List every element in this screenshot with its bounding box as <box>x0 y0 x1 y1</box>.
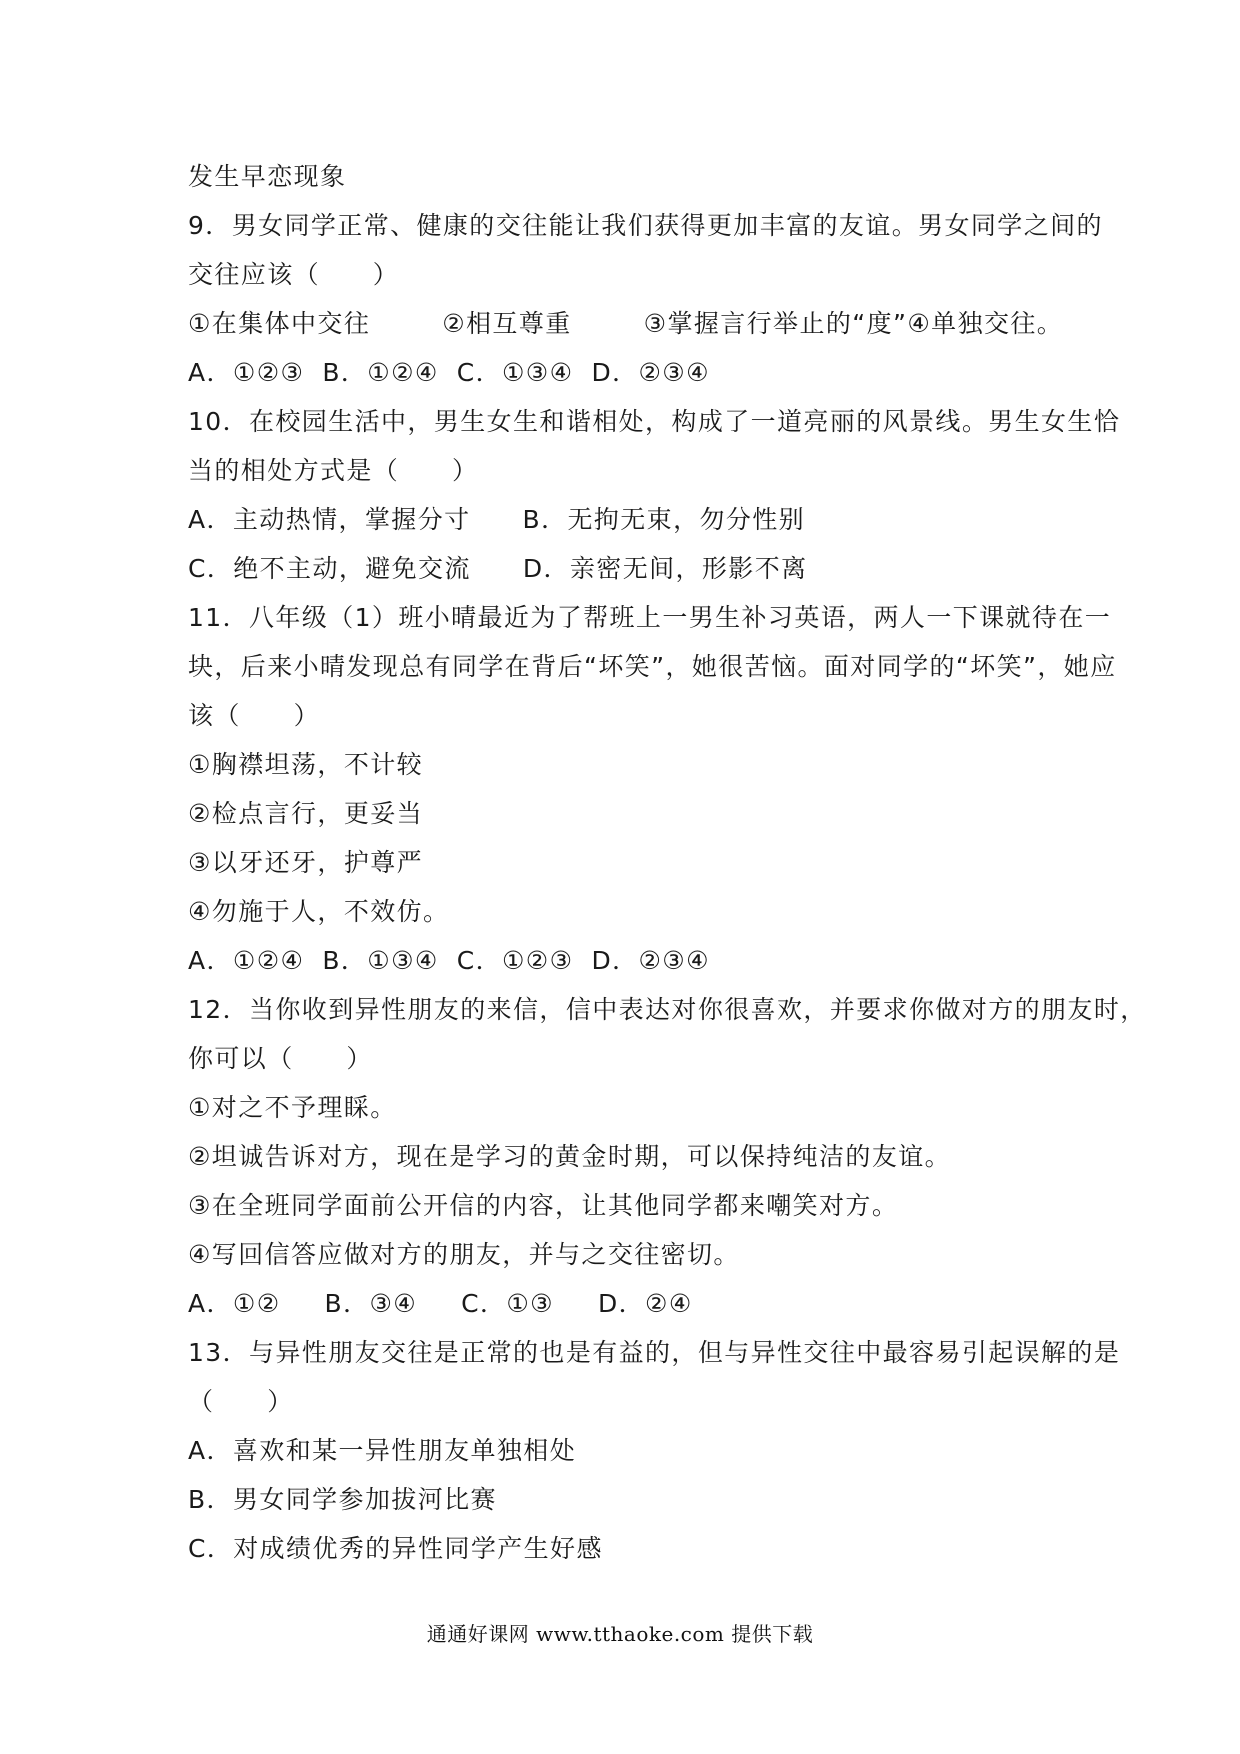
option-a: A．①② <box>188 1289 281 1318</box>
statement-2: ②检点言行，更妥当 <box>188 799 424 828</box>
option-c: C．绝不主动，避免交流 <box>188 554 471 583</box>
statement-1: ①对之不予理睬。 <box>188 1093 397 1122</box>
question-12-stem-cont: 你可以（ ） <box>188 1044 373 1073</box>
statement-3: ③在全班同学面前公开信的内容，让其他同学都来嘲笑对方。 <box>188 1191 899 1220</box>
question-10-options-ab <box>188 495 1068 544</box>
option-a: A．主动热情，掌握分寸 <box>188 505 471 534</box>
statement-4: ④勿施于人，不效仿。 <box>188 897 450 926</box>
statement-2: ②相互尊重 <box>442 309 572 338</box>
question-11-options <box>188 936 1068 985</box>
question-11-stem-end: 该（ ） <box>188 701 321 730</box>
option-c: C．对成绩优秀的异性同学产生好感 <box>188 1534 603 1563</box>
question-9-options <box>188 348 1068 397</box>
option-b: B．①③④ <box>322 946 439 975</box>
question-10-stem: 10．在校园生活中，男生女生和谐相处，构成了一道亮丽的风景线。男生女生恰 <box>188 407 1121 436</box>
question-9-stem-cont: 交往应该（ ） <box>188 260 400 289</box>
question-11-stem-cont: 块，后来小晴发现总有同学在背后“坏笑”，她很苦恼。面对同学的“坏笑”，她应 <box>188 652 1117 681</box>
option-c: C．①③④ <box>456 358 574 387</box>
option-b: B．①②④ <box>322 358 439 387</box>
option-b: B．男女同学参加拔河比赛 <box>188 1485 497 1514</box>
question-12-options <box>188 1279 1068 1328</box>
statement-4: ④写回信答应做对方的朋友，并与之交往密切。 <box>188 1240 740 1269</box>
option-a: A．喜欢和某一异性朋友单独相处 <box>188 1436 577 1465</box>
option-d: D．②③④ <box>591 946 710 975</box>
option-d: D．②④ <box>598 1289 693 1318</box>
question-13-stem-cont: （ ） <box>188 1387 294 1416</box>
option-d: D．亲密无间，形影不离 <box>522 554 808 583</box>
statement-1: ①在集体中交往 <box>188 309 371 338</box>
question-content <box>188 152 1147 1573</box>
question-11-stem: 11．八年级（1）班小晴最近为了帮班上一男生补习英语，两人一下课就待在一 <box>188 603 1112 632</box>
option-b: B．③④ <box>324 1289 418 1318</box>
question-10-stem-cont: 当的相处方式是（ ） <box>188 456 479 485</box>
statement-3: ③以牙还牙，护尊严 <box>188 848 424 877</box>
statement-3-4: ③掌握言行举止的“度”④单独交往。 <box>643 309 1064 338</box>
question-12-stem: 12．当你收到异性朋友的来信，信中表达对你很喜欢，并要求你做对方的朋友时， <box>188 995 1147 1024</box>
option-a: A．①②④ <box>188 946 305 975</box>
page-footer: 通通好课网 www.tthaoke.com 提供下载 <box>426 1622 814 1646</box>
option-c: C．①②③ <box>456 946 574 975</box>
text-line: 发生早恋现象 <box>188 162 347 191</box>
option-b: B．无拘无束，勿分性别 <box>522 505 806 534</box>
question-9-statements <box>188 299 1068 348</box>
question-9-stem: 9．男女同学正常、健康的交往能让我们获得更加丰富的友谊。男女同学之间的 <box>188 211 1103 240</box>
question-10-options-cd <box>188 544 1068 593</box>
option-a: A．①②③ <box>188 358 305 387</box>
option-d: D．②③④ <box>591 358 710 387</box>
statement-2: ②坦诚告诉对方，现在是学习的黄金时期，可以保持纯洁的友谊。 <box>188 1142 952 1171</box>
option-c: C．①③ <box>461 1289 554 1318</box>
question-13-stem: 13．与异性朋友交往是正常的也是有益的，但与异性交往中最容易引起误解的是 <box>188 1338 1121 1367</box>
statement-1: ①胸襟坦荡，不计较 <box>188 750 424 779</box>
